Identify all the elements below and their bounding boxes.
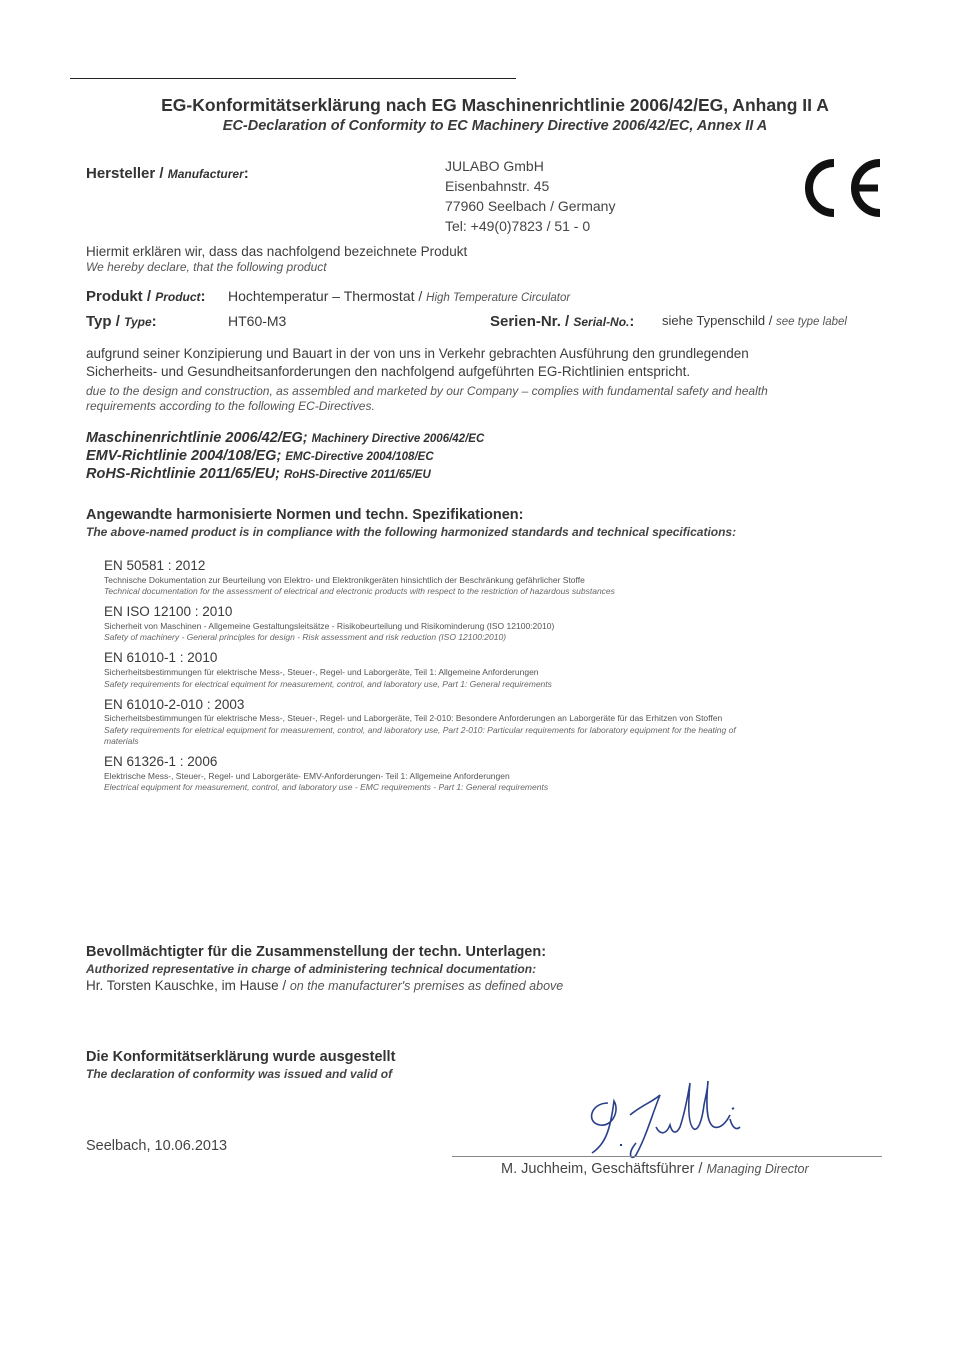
norm-title: EN ISO 12100 : 2010	[104, 604, 233, 619]
title-english: EC-Declaration of Conformity to EC Machinery Directive 2006/42/EC, Annex II A	[222, 118, 768, 134]
product-label: Produkt / Product:	[86, 288, 206, 305]
serial-label: Serien-Nr. / Serial-No.:	[490, 313, 635, 330]
issued-heading-english: The declaration of conformity was issued and valid of	[86, 1067, 393, 1081]
serial-value: siehe Typenschild / see type label	[662, 313, 847, 328]
norm-title: EN 61326-1 : 2006	[104, 754, 218, 769]
norm-description-english: Electrical equipment for measurement, control, and laboratory use - EMC requirements - Part 1: General requirements	[104, 782, 549, 792]
manufacturer-phone: Tel: +49(0)7823 / 51 - 0	[445, 218, 591, 234]
product-value: Hochtemperatur – Thermostat / High Temperature Circulator	[228, 288, 571, 304]
ce-mark-icon	[800, 157, 884, 219]
norm-description-german: Sicherheitsbestimmungen für elektrische Mess-, Steuer-, Regel- und Laborgeräte, Teil 2-010: Besondere Anforderungen an Laborgeräte für das Erhitzen von Stoffen	[104, 713, 723, 723]
norm-description-german: Sicherheitsbestimmungen für elektrische Mess-, Steuer-, Regel- und Laborgeräte, Teil 1: Allgemeine Anforderungen	[104, 667, 539, 677]
norm-description-english: Technical documentation for the assessment of electrical and electronic products with respect to the restriction of hazardous substances	[104, 586, 615, 596]
compliance-english-line-2: requirements according to the following EC-Directives.	[86, 399, 375, 413]
representative-name: Hr. Torsten Kauschke, im Hause / on the manufacturer's premises as defined above	[86, 978, 564, 993]
issue-place-date: Seelbach, 10.06.2013	[86, 1138, 228, 1154]
norm-title: EN 61010-2-010 : 2003	[104, 697, 245, 712]
norm-description-german: Technische Dokumentation zur Beurteilung von Elektro- und Elektronikgeräten hinsichtlich der Beschränkung gefährlicher Stoffe	[104, 575, 585, 585]
signature-line	[452, 1156, 882, 1157]
directive-machinery: Maschinenrichtlinie 2006/42/EG; Machinery Directive 2006/42/EC	[86, 430, 485, 446]
norm-description-english: Safety of machinery - General principles for design - Risk assessment and risk reduction (ISO 12100:2010)	[104, 632, 507, 642]
norm-title: EN 50581 : 2012	[104, 558, 206, 573]
norm-description-english: Safety requirements for eletrical equipment for measurement, control, and laboratory use, Part 2-010: Particular requirements for laboratory equipment for the heating of	[104, 725, 736, 735]
norm-description-german: Elektrische Mess-, Steuer-, Regel- und Laborgeräte- EMV-Anforderungen- Teil 1: Allgemeine Anforderungen	[104, 771, 510, 781]
directive-rohs: RoHS-Richtlinie 2011/65/EU; RoHS-Directive 2011/65/EU	[86, 466, 431, 482]
declare-german: Hiermit erklären wir, dass das nachfolgend bezeichnete Produkt	[86, 244, 468, 259]
standards-heading-english: The above-named product is in compliance with the following harmonized standards and technical specifications:	[86, 525, 737, 539]
directive-emc: EMV-Richtlinie 2004/108/EG; EMC-Directive 2004/108/EC	[86, 448, 434, 464]
representative-heading-german: Bevollmächtigter für die Zusammenstellung der techn. Unterlagen:	[86, 944, 547, 960]
manufacturer-label: Hersteller / Manufacturer:	[86, 165, 249, 182]
title-german: EG-Konformitätserklärung nach EG Maschinenrichtlinie 2006/42/EG, Anhang II A	[161, 95, 829, 115]
norm-title: EN 61010-1 : 2010	[104, 650, 218, 665]
compliance-german-line-1: aufgrund seiner Konzipierung und Bauart in der von uns in Verkehr gebrachten Ausführung den grundlegenden	[86, 346, 749, 361]
compliance-english-line-1: due to the design and construction, as assembled and marketed by our Company – complies with fundamental safety and health	[86, 384, 768, 398]
norm-description-german: Sicherheit von Maschinen - Allgemeine Gestaltungsleitsätze - Risikobeurteilung und Risikominderung (ISO 12100:2010)	[104, 621, 555, 631]
type-label: Typ / Type:	[86, 313, 157, 330]
manufacturer-name: JULABO GmbH	[445, 158, 544, 174]
signature-mark	[580, 1075, 750, 1160]
top-rule	[70, 78, 516, 79]
type-value: HT60-M3	[228, 313, 287, 329]
issued-heading-german: Die Konformitätserklärung wurde ausgestellt	[86, 1049, 396, 1065]
norm-description-english-continued: materials	[104, 736, 139, 746]
compliance-german-line-2: Sicherheits- und Gesundheitsanforderungen den nachfolgend aufgeführten EG-Richtlinien entspricht.	[86, 364, 691, 379]
norm-description-english: Safety requirements for electrical equiment for measurement, control, and laboratory use, Part 1: General requirements	[104, 679, 552, 689]
standards-heading-german: Angewandte harmonisierte Normen und techn. Spezifikationen:	[86, 507, 524, 523]
declare-english: We hereby declare, that the following product	[86, 260, 327, 274]
representative-heading-english: Authorized representative in charge of administering technical documentation:	[86, 962, 537, 976]
manufacturer-city: 77960 Seelbach / Germany	[445, 198, 616, 214]
manufacturer-street: Eisenbahnstr. 45	[445, 178, 550, 194]
signatory: M. Juchheim, Geschäftsführer / Managing Director	[501, 1161, 809, 1177]
